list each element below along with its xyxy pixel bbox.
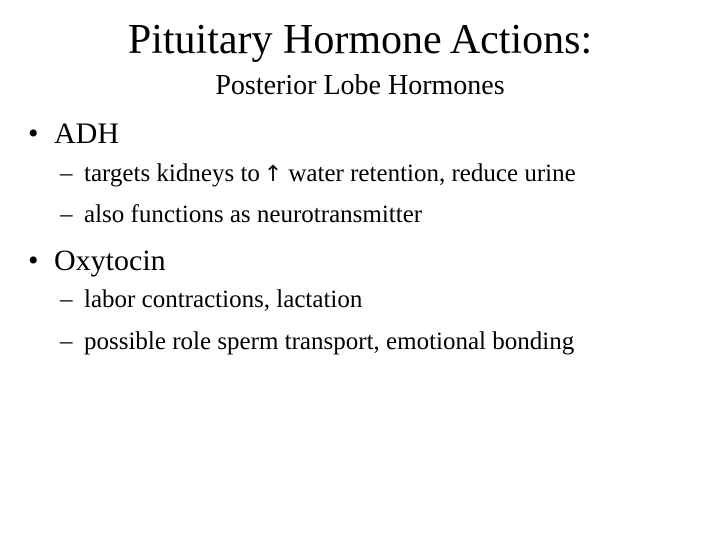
subitem-text-before: targets kidneys to <box>84 160 260 187</box>
slide-title: Pituitary Hormone Actions: <box>127 17 593 63</box>
subitem-text-after: water retention, reduce urine <box>288 160 576 187</box>
dash-marker: – <box>60 328 73 355</box>
subitem-oxytocin-labor <box>60 284 362 316</box>
bullet-marker: • <box>28 117 39 150</box>
dash-marker: – <box>60 160 73 187</box>
dash-marker: – <box>60 201 73 228</box>
bullet-marker: • <box>28 244 39 277</box>
subitem-adh-neurotransmitter <box>60 199 422 231</box>
up-arrow-icon: ↑ <box>263 162 283 187</box>
bullet-oxytocin <box>28 243 166 279</box>
subitem-text: labor contractions, lactation <box>84 286 363 313</box>
subitem-adh-kidneys <box>60 158 576 191</box>
dash-marker: – <box>60 286 73 313</box>
bullet-adh <box>28 116 119 152</box>
subitem-text: also functions as neurotransmitter <box>84 201 423 228</box>
bullet-label: Oxytocin <box>54 244 166 277</box>
slide-subtitle: Posterior Lobe Hormones <box>215 70 505 101</box>
bullet-label: ADH <box>54 117 119 150</box>
subitem-oxytocin-bonding <box>60 326 574 358</box>
subitem-text: possible role sperm transport, emotional bonding <box>84 328 575 355</box>
